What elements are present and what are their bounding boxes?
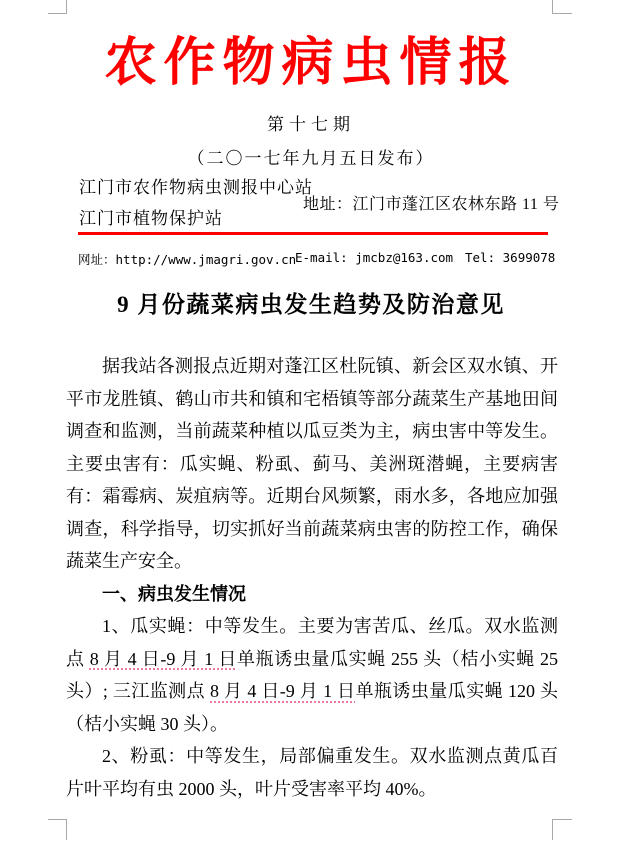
org-name-secondary: 江门市植物保护站 (79, 209, 223, 228)
text-run: 单瓶诱虫量瓜实蝇 255 头（桔小实蝇 25 头）; 三江监测点 (66, 648, 559, 701)
red-divider-rule (78, 232, 548, 235)
issuing-organizations (79, 172, 313, 234)
website-line (78, 250, 296, 268)
org-name-primary: 江门市农作物病虫测报中心站 (79, 178, 313, 197)
telephone-line (465, 250, 555, 265)
text-run: 据我站各测报点近期对蓬江区杜阮镇、新会区双水镇、开平市龙胜镇、鹤山市共和镇和宅梧镇等部分蔬菜生产基地田间调查和监测，当前蔬菜种植以瓜豆类为主，病虫害中等发生。主要虫害有：瓜实蝇、粉虱、蓟马、美洲斑潜蝇，主要病害有：霜霉病、炭疽病等。近期台风频繁，雨水多，各地应加强调查，科学指导，切实抓好当前蔬菜病虫害的防控工作，确保蔬菜生产安全。 (66, 356, 558, 571)
contact-bar (0, 250, 622, 268)
text-boundary-mark-top-left (48, 0, 67, 14)
address-label: 地址： (303, 196, 353, 213)
address-value: 江门市蓬江区农林东路 11 号 (352, 196, 560, 213)
text-boundary-mark-bottom-right (552, 819, 572, 840)
body-paragraph (66, 350, 558, 578)
article-title: 9 月份蔬菜病虫发生趋势及防治意见 (117, 292, 505, 317)
text-run: 单瓶诱虫量瓜实蝇 120 头（桔小实蝇 30 头）。 (66, 681, 558, 734)
bulletin-title: 农作物病虫情报 (104, 32, 518, 93)
email-label: E-mail: (295, 250, 356, 265)
email-line (295, 250, 453, 265)
telephone-label: Tel: (465, 250, 503, 265)
text-run: 一、病虫发生情况 (102, 583, 246, 604)
spellcheck-underline: 8 月 4 日-9 月 1 日 (210, 681, 356, 701)
issue-number: 第十七期 (267, 115, 355, 134)
section-heading (66, 578, 558, 611)
text-boundary-mark-top-right (552, 0, 572, 14)
publish-date: （二〇一七年九月五日发布） (187, 149, 435, 168)
text-boundary-mark-bottom-left (48, 819, 67, 840)
text-run: 1、瓜实蝇：中等发生。主要为害苦瓜、丝瓜。双水监测点 (66, 616, 558, 669)
website-url: http://www.jmagri.gov.cn (115, 252, 297, 267)
article-body[interactable] (66, 350, 558, 805)
body-paragraph (66, 610, 558, 740)
spellcheck-underline: 8 月 4 日-9 月 1 日 (89, 648, 237, 669)
address-line (303, 191, 559, 214)
email-address: jmcbz@163.com (355, 250, 454, 265)
body-paragraph (66, 740, 558, 805)
telephone-number: 3699078 (502, 250, 556, 265)
text-run: 2、粉虱：中等发生，局部偏重发生。双水监测点黄瓜百片叶平均有虫 2000 头，叶片受害率平均 40%。 (66, 746, 558, 799)
website-label: 网址： (78, 252, 116, 267)
